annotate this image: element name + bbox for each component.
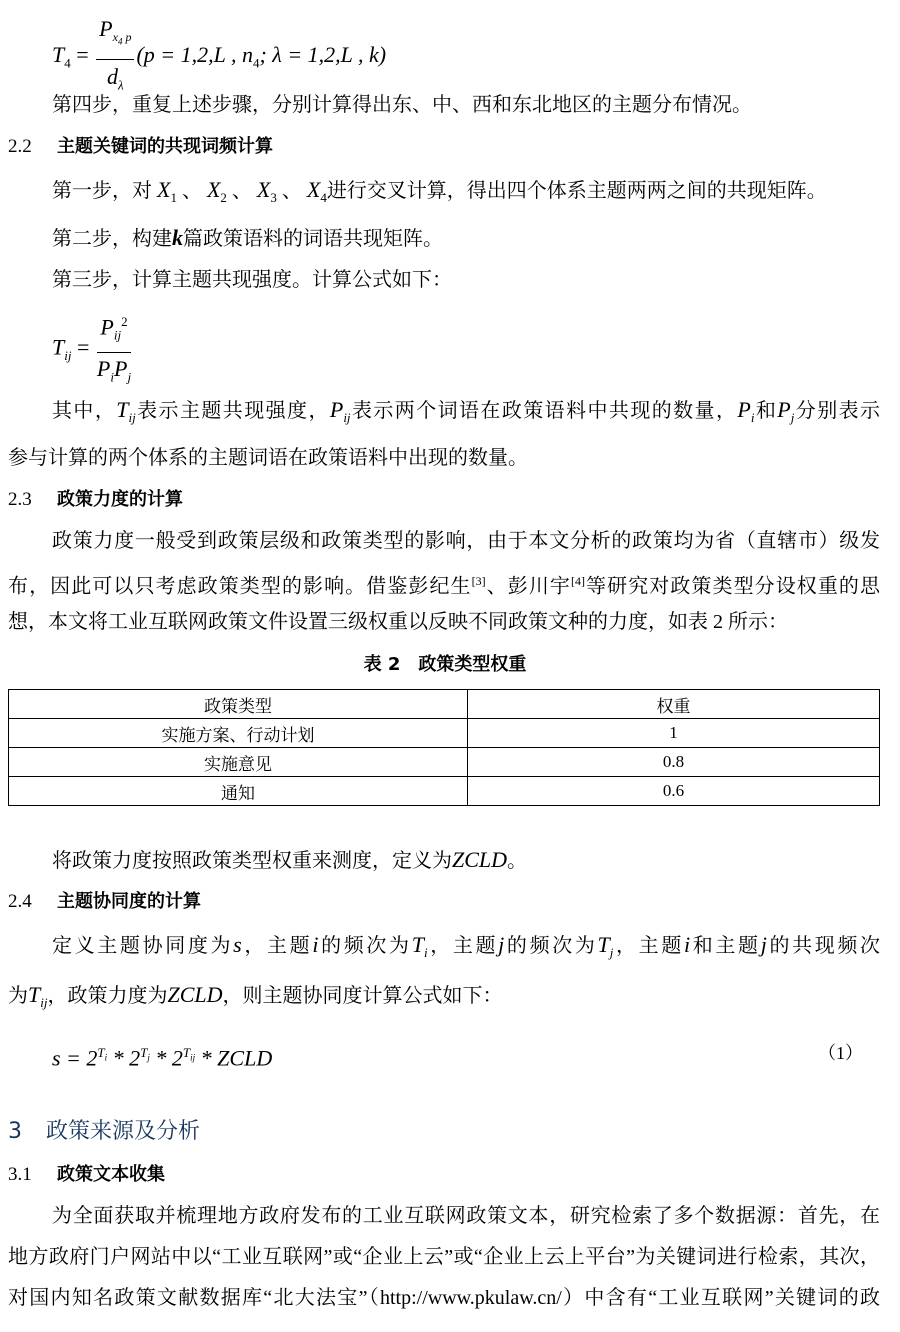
text: 进行交叉计算，得出四个体系主题两两之间的共现矩阵。	[326, 180, 827, 202]
math: 2	[121, 314, 128, 329]
math: T	[597, 932, 610, 957]
fraction	[97, 308, 131, 391]
paragraph-line: 想，本文将工业互联网政策文件设置三级权重以反映不同政策文种的力度，如表 2 所示：	[8, 611, 788, 633]
text: 为	[8, 985, 28, 1007]
math: j	[790, 410, 795, 425]
paragraph-line	[52, 178, 827, 210]
table-cell: 通知	[9, 777, 468, 806]
text: 分别表示	[794, 400, 881, 422]
text: 表示两个词语在政策语料中共现的数量，	[350, 400, 738, 422]
math: P	[737, 397, 751, 422]
math: 4	[117, 36, 123, 47]
math: j	[147, 1052, 150, 1063]
math: ; λ = 1,2,L , k)	[259, 42, 387, 68]
formula-tij	[52, 308, 133, 391]
math: p	[125, 30, 132, 45]
math: P	[329, 397, 344, 422]
math: P	[777, 397, 791, 422]
math: ij	[64, 348, 72, 363]
math: * 2	[149, 1045, 183, 1071]
text: ，则主题协同度计算公式如下：	[222, 985, 503, 1007]
section-number: 2.3	[8, 489, 32, 510]
equation-number: （1）	[818, 1043, 863, 1063]
section-heading	[8, 488, 183, 512]
text: 表示主题共现强度，	[135, 400, 330, 422]
text: 、	[226, 180, 252, 202]
text: ，主题	[427, 935, 499, 957]
table-cell: 实施方案、行动计划	[9, 719, 468, 748]
math: T	[182, 1045, 191, 1060]
policy-weight-table	[8, 689, 880, 806]
text: 、彭川宇	[485, 575, 571, 598]
citation-link[interactable]: [3]	[471, 574, 486, 588]
text: ，政策力度为	[47, 985, 168, 1007]
math: X	[256, 177, 271, 202]
math: i	[750, 410, 755, 425]
math: j	[760, 932, 767, 957]
section-heading	[8, 135, 273, 159]
table-row	[9, 748, 880, 777]
math: k	[172, 225, 183, 250]
section-title: 政策来源及分析	[46, 1119, 201, 1144]
math: i	[423, 945, 428, 960]
table-row	[9, 777, 880, 806]
math: i	[312, 932, 319, 957]
math: λ	[117, 77, 124, 93]
math: d	[106, 63, 118, 89]
math: ZCLD	[167, 982, 223, 1007]
citation-link[interactable]: [4]	[570, 574, 585, 588]
section-title: 政策力度的计算	[57, 489, 183, 510]
paragraph-line: 参与计算的两个体系的主题词语在政策语料中出现的数量。	[8, 447, 528, 469]
paragraph-line: 地方政府门户网站中以“工业互联网”或“企业上云”或“企业上云上平台”为关键词进行检索，其次，	[8, 1246, 880, 1268]
text: 布，因此可以只考虑政策类型的影响。借鉴彭纪生	[8, 575, 472, 598]
math: j	[609, 945, 614, 960]
table-header-row	[9, 690, 880, 719]
text: 定义主题协同度为	[52, 935, 234, 957]
text: 和	[754, 400, 778, 422]
text: 。	[507, 850, 528, 872]
paragraph-line: 第四步，重复上述步骤，分别计算得出东、中、西和东北地区的主题分布情况。	[52, 94, 752, 116]
math: T	[52, 42, 65, 68]
text: 的频次为	[318, 935, 412, 957]
math: 4	[320, 190, 327, 205]
math: T	[52, 334, 65, 360]
table-cell: 实施意见	[9, 748, 468, 777]
formula-1	[52, 1038, 272, 1073]
paragraph-line: 对国内知名政策文献数据库“北大法宝”（http://www.pkulaw.cn/）中含有“工业互联网”关键词的政	[8, 1287, 880, 1309]
section-number: 2.4	[8, 891, 32, 912]
math: i	[110, 369, 114, 385]
math: ij	[40, 995, 48, 1010]
math: T	[140, 1045, 148, 1060]
math: T	[116, 397, 129, 422]
math: ij	[113, 327, 122, 343]
math: ij	[190, 1052, 196, 1063]
math: P	[100, 314, 114, 340]
text: 的频次为	[504, 935, 598, 957]
paragraph-line: 为全面获取并梳理地方政府发布的工业互联网政策文本，研究检索了多个数据源：首先，在	[52, 1205, 880, 1227]
math: =	[76, 334, 90, 360]
math: X	[206, 177, 221, 202]
table-cell: 1	[468, 719, 880, 748]
math: 2	[220, 190, 227, 205]
math: T	[28, 982, 41, 1007]
math: 4	[64, 55, 71, 71]
section-heading	[8, 890, 201, 914]
text: 等研究对政策类型分设权重的思	[584, 575, 881, 598]
table-row	[9, 719, 880, 748]
math: T	[411, 932, 424, 957]
text: 篇政策语料的词语共现矩阵。	[183, 228, 443, 250]
math: ij	[128, 410, 136, 425]
math: T	[97, 1045, 105, 1060]
math: X	[157, 177, 171, 202]
paragraph-line: 政策力度一般受到政策层级和政策类型的影响，由于本文分析的政策均为省（直辖市）级发	[52, 530, 880, 552]
math: 3	[270, 190, 277, 205]
text: 第二步，构建	[52, 228, 172, 250]
math: P	[99, 16, 113, 41]
section-number: 3.1	[8, 1164, 32, 1185]
section-heading	[8, 1118, 200, 1146]
section-number: 2.2	[8, 136, 32, 157]
math: (p = 1,2,L , n	[136, 42, 253, 68]
math: * ZCLD	[195, 1045, 273, 1071]
math: P	[113, 355, 128, 381]
paragraph-line: 第三步，计算主题共现强度。计算公式如下：	[52, 269, 452, 291]
paragraph-line	[52, 226, 443, 251]
paragraph-line	[52, 398, 880, 430]
math: i	[104, 1052, 108, 1063]
math: X	[306, 177, 321, 202]
math: s = 2	[52, 1045, 98, 1071]
table-cell: 0.6	[468, 777, 880, 806]
text: 将政策力度按照政策类型权重来测度，定义为	[52, 850, 452, 872]
section-title: 政策文本收集	[57, 1164, 165, 1185]
math: 1	[170, 190, 177, 205]
text: 其中，	[52, 400, 117, 422]
text: ，主题	[613, 935, 684, 957]
math: 4	[252, 55, 260, 71]
math: * 2	[107, 1045, 141, 1071]
math: ZCLD	[452, 847, 508, 872]
table-caption: 表 2 政策类型权重	[363, 654, 527, 675]
paragraph-line	[52, 848, 527, 873]
table-header: 政策类型	[9, 690, 468, 719]
text: 的共现频次	[766, 935, 881, 957]
paragraph-line	[8, 569, 880, 599]
section-title: 主题协同度的计算	[57, 891, 201, 912]
text: 、	[276, 180, 302, 202]
math: j	[498, 932, 505, 957]
math: =	[76, 42, 89, 68]
paragraph-line	[52, 933, 880, 965]
section-heading	[8, 1163, 165, 1187]
math: j	[127, 369, 132, 385]
text: 和主题	[690, 935, 761, 957]
paragraph-line	[8, 983, 503, 1015]
text: 、	[176, 180, 202, 202]
math: s	[233, 932, 242, 957]
text: 第一步，对	[52, 180, 152, 202]
math: ij	[343, 410, 351, 425]
math: P	[96, 355, 111, 381]
math: i	[683, 932, 691, 957]
formula-t4	[52, 14, 386, 100]
section-number: 3	[8, 1119, 22, 1144]
text: ，主题	[241, 935, 313, 957]
fraction	[96, 14, 134, 100]
section-title: 主题关键词的共现词频计算	[57, 136, 273, 157]
table-cell: 0.8	[468, 748, 880, 777]
math: x	[112, 30, 118, 45]
table-header: 权重	[468, 690, 880, 719]
